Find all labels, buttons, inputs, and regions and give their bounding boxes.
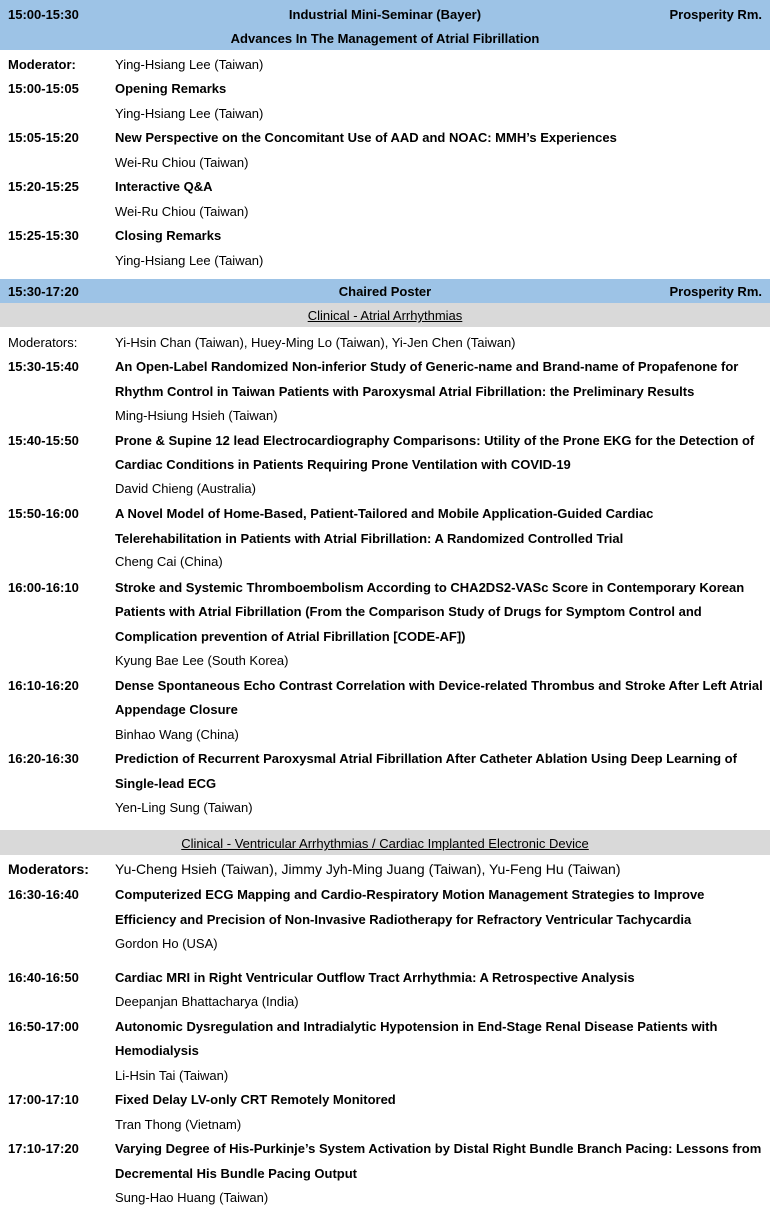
item-title-line: Patients with Atrial Fibrillation (From the Comparison Study of Drugs for Symptom Control and <box>115 604 702 619</box>
item-speaker: Ming-Hsiung Hsieh (Taiwan) <box>115 408 278 423</box>
subsession-header-ventricular <box>0 830 770 855</box>
session-room: Prosperity Rm. <box>669 284 762 299</box>
item-title-line: Varying Degree of His-Purkinje’s System Activation by Distal Right Bundle Branch Pacing: Lessons from <box>115 1141 762 1156</box>
item-title-line: Complication prevention of Atrial Fibrillation [CODE-AF]) <box>115 629 466 644</box>
item-title-line: Cardiac Conditions in Patients Requiring Prone Ventilation with COVID-19 <box>115 457 571 472</box>
item-title-line: Prone & Supine 12 lead Electrocardiography Comparisons: Utility of the Prone EKG for the Detection of <box>115 433 755 448</box>
item-title-line: Efficiency and Precision of Non-Invasive Radiotherapy for Refractory Ventricular Tachycardia <box>115 912 692 927</box>
item-title-line: Rhythm Control in Taiwan Patients with Paroxysmal Atrial Fibrillation: the Preliminary Results <box>115 384 695 399</box>
moderator-label: Moderator: <box>8 57 76 72</box>
item-speaker: Ying-Hsiang Lee (Taiwan) <box>115 106 264 121</box>
item-time: 15:50-16:00 <box>8 506 79 521</box>
moderator-label: Moderators: <box>8 335 78 350</box>
session-header-chaired-poster <box>0 279 770 303</box>
item-title-line: A Novel Model of Home-Based, Patient-Tailored and Mobile Application-Guided Cardiac <box>115 506 654 521</box>
item-title-line: Dense Spontaneous Echo Contrast Correlation with Device-related Thrombus and Stroke After Left Atrial <box>115 678 763 693</box>
item-speaker: Tran Thong (Vietnam) <box>115 1117 242 1132</box>
session-time: 15:00-15:30 <box>8 7 79 22</box>
item-title-line: Hemodialysis <box>115 1043 199 1058</box>
item-speaker: Kyung Bae Lee (South Korea) <box>115 653 289 668</box>
item-speaker: Wei-Ru Chiou (Taiwan) <box>115 204 249 219</box>
item-title: Interactive Q&A <box>115 179 213 194</box>
session-title: Industrial Mini-Seminar (Bayer) <box>288 7 482 22</box>
item-speaker: Sung-Hao Huang (Taiwan) <box>115 1190 269 1205</box>
moderator-names: Yu-Cheng Hsieh (Taiwan), Jimmy Jyh-Ming Juang (Taiwan), Yu-Feng Hu (Taiwan) <box>115 861 621 877</box>
session-room: Prosperity Rm. <box>669 7 762 22</box>
item-time: 16:50-17:00 <box>8 1019 79 1034</box>
session-header-mini-seminar <box>0 0 770 50</box>
item-title-line: Prediction of Recurrent Paroxysmal Atrial Fibrillation After Catheter Ablation Using Deep Learning of <box>115 751 737 766</box>
item-speaker: Ying-Hsiang Lee (Taiwan) <box>115 253 264 268</box>
item-title-line: Fixed Delay LV-only CRT Remotely Monitored <box>115 1092 396 1107</box>
item-time: 15:25-15:30 <box>8 228 79 243</box>
item-title-line: Cardiac MRI in Right Ventricular Outflow Tract Arrhythmia: A Retrospective Analysis <box>115 970 635 985</box>
item-time: 16:20-16:30 <box>8 751 79 766</box>
item-time: 15:30-15:40 <box>8 359 79 374</box>
item-title-line: Telerehabilitation in Patients with Atrial Fibrillation: A Randomized Controlled Trial <box>115 531 624 546</box>
item-time: 15:00-15:05 <box>8 81 79 96</box>
item-time: 16:30-16:40 <box>8 887 79 902</box>
item-title-line: Autonomic Dysregulation and Intradialytic Hypotension in End-Stage Renal Disease Patients with <box>115 1019 718 1034</box>
item-title-line: Appendage Closure <box>115 702 238 717</box>
item-time: 16:10-16:20 <box>8 678 79 693</box>
item-title-line: Single-lead ECG <box>115 776 217 791</box>
item-speaker: Deepanjan Bhattacharya (India) <box>115 994 299 1009</box>
item-time: 15:20-15:25 <box>8 179 79 194</box>
item-speaker: Gordon Ho (USA) <box>115 936 218 951</box>
subsession-title: Clinical - Atrial Arrhythmias <box>307 308 463 323</box>
item-time: 17:00-17:10 <box>8 1092 79 1107</box>
item-speaker: Yen-Ling Sung (Taiwan) <box>115 800 253 815</box>
item-title: Closing Remarks <box>115 228 222 243</box>
subsession-title: Clinical - Ventricular Arrhythmias / Cardiac Implanted Electronic Device <box>181 836 589 851</box>
moderator-names: Yi-Hsin Chan (Taiwan), Huey-Ming Lo (Taiwan), Yi-Jen Chen (Taiwan) <box>115 335 516 350</box>
item-time: 15:05-15:20 <box>8 130 79 145</box>
item-speaker: Li-Hsin Tai (Taiwan) <box>115 1068 229 1083</box>
item-speaker: David Chieng (Australia) <box>115 481 256 496</box>
session-time: 15:30-17:20 <box>8 284 79 299</box>
item-speaker: Cheng Cai (China) <box>115 554 223 569</box>
moderator-label: Moderators: <box>8 861 89 877</box>
item-title-line: Stroke and Systemic Thromboembolism According to CHA2DS2-VASc Score in Contemporary Korean <box>115 580 745 595</box>
item-speaker: Binhao Wang (China) <box>115 727 239 742</box>
item-time: 17:10-17:20 <box>8 1141 79 1156</box>
session-title: Chaired Poster <box>338 284 432 299</box>
item-title: Opening Remarks <box>115 81 227 96</box>
item-title: New Perspective on the Concomitant Use of AAD and NOAC: MMH’s Experiences <box>115 130 617 145</box>
moderator-name: Ying-Hsiang Lee (Taiwan) <box>115 57 264 72</box>
subsession-header-atrial <box>0 303 770 327</box>
item-title-line: An Open-Label Randomized Non-inferior Study of Generic-name and Brand-name of Propafenone for <box>115 359 739 374</box>
item-speaker: Wei-Ru Chiou (Taiwan) <box>115 155 249 170</box>
item-title-line: Decremental His Bundle Pacing Output <box>115 1166 357 1181</box>
item-time: 16:40-16:50 <box>8 970 79 985</box>
item-title-line: Computerized ECG Mapping and Cardio-Respiratory Motion Management Strategies to Improve <box>115 887 705 902</box>
item-time: 15:40-15:50 <box>8 433 79 448</box>
item-time: 16:00-16:10 <box>8 580 79 595</box>
session-subtitle: Advances In The Management of Atrial Fibrillation <box>230 31 540 46</box>
